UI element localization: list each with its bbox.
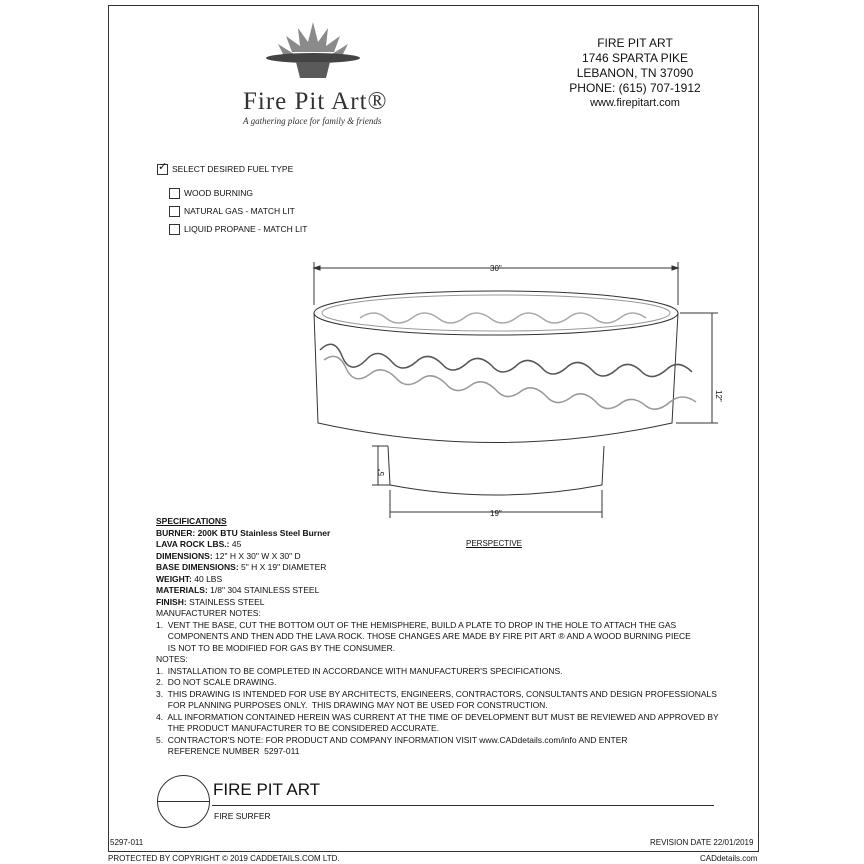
- fuel-heading-checkbox[interactable]: [157, 164, 168, 175]
- spec-burner: [156, 528, 716, 540]
- spec-finish: [156, 597, 716, 609]
- spec-value: 40 LBS: [194, 573, 223, 584]
- note-line: 4. ALL INFORMATION CONTAINED HEREIN WAS CURRENT AT THE TIME OF DEVELOPMENT BUT MUST BE REVIEWED AND APPROVED BY: [156, 711, 719, 722]
- footer-site-link[interactable]: CADdetails.com: [700, 854, 758, 863]
- spec-label: WEIGHT:: [156, 573, 192, 584]
- spec-value: STAINLESS STEEL: [189, 596, 265, 607]
- checkbox-icon[interactable]: [169, 224, 180, 235]
- spec-base-dimensions: [156, 562, 716, 574]
- spec-value: 200K BTU Stainless Steel Burner: [197, 527, 331, 538]
- note-line: FOR PLANNING PURPOSES ONLY. THIS DRAWING MAY NOT BE USED FOR CONSTRUCTION.: [156, 700, 548, 710]
- spec-label: DIMENSIONS:: [156, 550, 213, 561]
- fuel-option-wood[interactable]: [169, 188, 253, 199]
- brand-tagline: A gathering place for family & friends: [243, 116, 382, 126]
- fuel-option-label: NATURAL GAS - MATCH LIT: [184, 206, 295, 216]
- view-label: PERSPECTIVE: [466, 539, 523, 548]
- company-info: [560, 36, 710, 111]
- manufacturer-note-line: 1. VENT THE BASE, CUT THE BOTTOM OUT OF THE HEMISPHERE, BUILD A PLATE TO DROP IN THE HOLE TO ATTACH THE GAS: [156, 619, 677, 630]
- spec-value: 12" H X 30" W X 30" D: [215, 550, 301, 561]
- company-address-line1: 1746 SPARTA PIKE: [581, 51, 689, 65]
- specs-heading: SPECIFICATIONS: [156, 516, 227, 526]
- spec-dimensions: [156, 551, 716, 563]
- title-block-circle-divider: [157, 801, 210, 802]
- brand-name: Fire Pit Art®: [243, 88, 388, 115]
- company-address-line2: LEBANON, TN 37090: [576, 66, 694, 80]
- fire-pit-logo-icon: [258, 18, 368, 80]
- fuel-type-heading: [157, 164, 293, 175]
- fuel-option-liquid-propane[interactable]: [169, 224, 307, 235]
- spec-label: BASE DIMENSIONS:: [156, 562, 239, 572]
- dim-label-height: 12": [714, 390, 723, 402]
- spec-label: LAVA ROCK LBS.:: [156, 539, 230, 549]
- reference-number: 5297-011: [110, 838, 144, 847]
- dim-label-width: 30": [490, 264, 502, 273]
- title-block-name: FIRE PIT ART: [213, 780, 321, 799]
- fuel-heading-label: SELECT DESIRED FUEL TYPE: [172, 164, 294, 174]
- dim-label-base-height: 5": [377, 468, 386, 476]
- fuel-option-label: WOOD BURNING: [184, 188, 253, 198]
- spec-materials: [156, 585, 716, 597]
- footer-divider: [108, 851, 759, 852]
- company-website: www.firepitart.com: [590, 97, 680, 109]
- spec-weight: [156, 574, 716, 586]
- title-block-model: FIRE SURFER: [214, 811, 271, 821]
- spec-label: BURNER:: [156, 527, 196, 538]
- note-line: 2. DO NOT SCALE DRAWING.: [156, 677, 277, 687]
- manufacturer-note-line: IS NOT TO BE MODIFIED FOR GAS BY THE CONSUMER.: [156, 642, 396, 653]
- revision-date: REVISION DATE 22/01/2019: [650, 838, 754, 847]
- checkbox-icon[interactable]: [169, 188, 180, 199]
- manufacturer-note-line: COMPONENTS AND THEN ADD THE LAVA ROCK. THOSE CHANGES ARE MADE BY FIRE PIT ART ® AND A WOOD BURNING PIECE: [156, 631, 691, 641]
- fuel-option-natural-gas[interactable]: [169, 206, 295, 217]
- spec-value: 5" H X 19" DIAMETER: [241, 562, 327, 572]
- note-line: 1. INSTALLATION TO BE COMPLETED IN ACCORDANCE WITH MANUFACTURER'S SPECIFICATIONS.: [156, 665, 563, 676]
- spec-label: MATERIALS:: [156, 585, 208, 595]
- title-block-divider: [212, 805, 714, 806]
- notes-heading: NOTES:: [156, 654, 188, 664]
- specifications-block: [156, 516, 719, 758]
- spec-value: 45: [231, 539, 242, 549]
- dim-label-base-width: 19": [490, 509, 502, 518]
- company-phone: PHONE: (615) 707-1912: [569, 81, 701, 95]
- spec-value: 1/8" 304 STAINLESS STEEL: [210, 585, 320, 595]
- note-line: REFERENCE NUMBER 5297-011: [156, 746, 300, 756]
- company-name: FIRE PIT ART: [597, 36, 673, 50]
- bowl-base: [388, 446, 604, 495]
- spec-label: FINISH:: [156, 596, 187, 607]
- manufacturer-notes-heading: MANUFACTURER NOTES:: [156, 608, 261, 618]
- copyright-notice: PROTECTED BY COPYRIGHT © 2019 CADDETAILS.COM LTD.: [108, 854, 340, 863]
- bowl-body: [314, 313, 678, 443]
- checkbox-icon[interactable]: [169, 206, 180, 217]
- note-line: THE PRODUCT MANUFACTURER TO BE CONSIDERED ACCURATE.: [156, 723, 440, 733]
- fuel-option-label: LIQUID PROPANE - MATCH LIT: [184, 224, 308, 234]
- note-line: 3. THIS DRAWING IS INTENDED FOR USE BY ARCHITECTS, ENGINEERS, CONTRACTORS, CONSULTANTS AND DESIGN PROFESSIONALS: [156, 688, 717, 699]
- fire-pit-perspective-drawing: [300, 255, 730, 520]
- wave-pattern: [320, 313, 696, 409]
- note-line: 5. CONTRACTOR'S NOTE: FOR PRODUCT AND COMPANY INFORMATION VISIT www.CADdetails.com/info AND ENTER: [156, 734, 628, 745]
- spec-lava-rock: [156, 539, 716, 551]
